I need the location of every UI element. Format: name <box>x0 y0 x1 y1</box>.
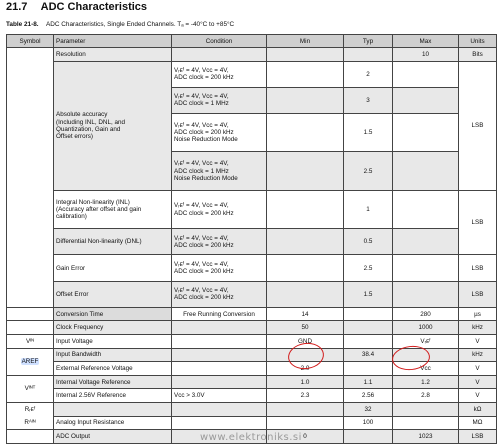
param-cell-offset: Offset Error <box>54 281 172 307</box>
typ-cell: 2.5 <box>344 152 393 190</box>
cond-cell: Vᴄᴄ > 3.0V <box>172 389 267 403</box>
typ-cell: 0.5 <box>344 229 393 255</box>
cond-cell <box>172 375 267 389</box>
min-cell: GND <box>267 335 344 349</box>
typ-cell: 38.4 <box>344 348 393 362</box>
header-condition: Condition <box>172 35 267 48</box>
max-cell: 10 <box>393 48 459 62</box>
table-row <box>7 362 497 376</box>
cond-cell: Vᵣᴇᶠ = 4V, Vᴄᴄ = 4V, ADC clock = 200 kHz <box>172 255 267 281</box>
table-row <box>7 61 497 87</box>
typ-cell <box>344 48 393 62</box>
cond-cell <box>172 335 267 349</box>
min-cell <box>267 48 344 62</box>
min-cell <box>267 61 344 87</box>
max-cell <box>393 281 459 307</box>
max-cell <box>393 348 459 362</box>
symbol-cell <box>7 307 54 321</box>
caption-text: ADC Characteristics, Single Ended Channels. Tₐ = -40°C to +85°C <box>46 21 235 28</box>
cond-cell <box>172 321 267 335</box>
header-parameter: Parameter <box>54 35 172 48</box>
min-cell-aref: 2.0 <box>267 362 344 376</box>
symbol-aref <box>7 348 54 375</box>
cond-cell: Vᵣᴇᶠ = 4V, Vᴄᴄ = 4V, ADC clock = 1 MHz <box>172 87 267 113</box>
header-row <box>7 35 497 48</box>
param-cell-external-ref: External Reference Voltage <box>54 362 172 376</box>
table-row <box>7 281 497 307</box>
cond-cell: Free Running Conversion <box>172 307 267 321</box>
typ-cell: 32 <box>344 403 393 417</box>
param-cell <box>54 403 172 417</box>
section-number: 21.7 <box>6 1 28 13</box>
cond-cell <box>172 403 267 417</box>
units-cell: LSB <box>459 281 497 307</box>
param-cell-absolute-accuracy: Absolute accuracy (Including INL, DNL, and Quantization, Gain and Offset errors) <box>54 61 172 190</box>
param-cell-bandwidth: Input Bandwidth <box>54 348 172 362</box>
units-cell: LSB <box>459 190 497 255</box>
max-cell: 1023 <box>393 430 459 444</box>
cond-cell: Vᵣᴇᶠ = 4V, Vᴄᴄ = 4V, ADC clock = 1 MHz Noise Reduction Mode <box>172 152 267 190</box>
typ-cell <box>344 335 393 349</box>
min-cell <box>267 229 344 255</box>
table-row <box>7 255 497 281</box>
max-cell <box>393 416 459 430</box>
max-cell: Vᵣᴇᶠ <box>393 335 459 349</box>
param-cell-input-voltage: Input Voltage <box>54 335 172 349</box>
min-cell: 1.0 <box>267 375 344 389</box>
header-symbol: Symbol <box>7 35 54 48</box>
max-cell <box>393 152 459 190</box>
param-cell-clock: Clock Frequency <box>54 321 172 335</box>
caption-label: Table 21-8. <box>6 21 39 28</box>
units-cell: LSB <box>459 430 497 444</box>
min-cell <box>267 348 344 362</box>
cond-cell <box>172 416 267 430</box>
symbol-vint: Vᴵᴺᵀ <box>7 375 54 402</box>
cond-cell: Vᵣᴇᶠ = 4V, Vᴄᴄ = 4V, ADC clock = 200 kHz <box>172 190 267 228</box>
typ-cell: 2 <box>344 61 393 87</box>
typ-cell <box>344 430 393 444</box>
symbol-cell <box>7 430 54 444</box>
min-cell <box>267 281 344 307</box>
max-cell <box>393 403 459 417</box>
header-typ: Typ <box>344 35 393 48</box>
table-row <box>7 335 497 349</box>
cond-cell <box>172 362 267 376</box>
max-cell <box>393 255 459 281</box>
symbol-cell <box>7 48 54 308</box>
section-title: ADC Characteristics <box>40 1 148 13</box>
units-cell: µs <box>459 307 497 321</box>
cond-cell: Vᵣᴇᶠ = 4V, Vᴄᴄ = 4V, ADC clock = 200 kHz Noise Reduction Mode <box>172 113 267 151</box>
param-cell-conversion-time: Conversion Time <box>54 307 172 321</box>
cond-cell: Vᵣᴇᶠ = 4V, Vᴄᴄ = 4V, ADC clock = 200 kHz <box>172 61 267 87</box>
symbol-rref: Rᵣᴇᶠ <box>7 403 54 417</box>
min-cell: 2.3 <box>267 389 344 403</box>
max-cell <box>393 229 459 255</box>
max-cell: 280 <box>393 307 459 321</box>
typ-cell: 1.1 <box>344 375 393 389</box>
units-cell: V <box>459 375 497 389</box>
cond-cell: Vᵣᴇᶠ = 4V, Vᴄᴄ = 4V, ADC clock = 200 kHz <box>172 229 267 255</box>
adc-characteristics-table <box>6 34 497 444</box>
typ-cell <box>344 362 393 376</box>
cond-cell: Vᵣᴇᶠ = 4V, Vᴄᴄ = 4V, ADC clock = 200 kHz <box>172 281 267 307</box>
table-row <box>7 321 497 335</box>
table-row <box>7 307 497 321</box>
units-cell: LSB <box>459 61 497 190</box>
param-cell: Resolution <box>54 48 172 62</box>
typ-cell: 1.5 <box>344 281 393 307</box>
units-cell: MΩ <box>459 416 497 430</box>
units-cell: LSB <box>459 255 497 281</box>
table-row <box>7 416 497 430</box>
units-cell: kHz <box>459 348 497 362</box>
min-cell: 50 <box>267 321 344 335</box>
typ-cell: 1 <box>344 190 393 228</box>
table-caption <box>6 21 234 28</box>
min-cell <box>267 190 344 228</box>
min-cell <box>267 113 344 151</box>
units-cell: kHz <box>459 321 497 335</box>
symbol-rain: Rᴬᴵᴺ <box>7 416 54 430</box>
param-cell-inl: Integral Non-linearity (INL) (Accuracy after offset and gain calibration) <box>54 190 172 228</box>
units-cell: V <box>459 389 497 403</box>
typ-cell <box>344 321 393 335</box>
adc-table-container <box>6 34 496 444</box>
table-row <box>7 48 497 62</box>
table-row <box>7 403 497 417</box>
header-units: Units <box>459 35 497 48</box>
typ-cell: 2.5 <box>344 255 393 281</box>
param-cell-internal-256: Internal 2.56V Reference <box>54 389 172 403</box>
min-cell <box>267 403 344 417</box>
units-cell: Bits <box>459 48 497 62</box>
max-cell: 1.2 <box>393 375 459 389</box>
units-cell: V <box>459 335 497 349</box>
units-cell: V <box>459 362 497 376</box>
section-heading <box>6 1 147 13</box>
max-cell: 2.8 <box>393 389 459 403</box>
param-cell-internal-ref: Internal Voltage Reference <box>54 375 172 389</box>
header-min: Min <box>267 35 344 48</box>
min-cell <box>267 255 344 281</box>
min-cell <box>267 416 344 430</box>
units-cell: kΩ <box>459 403 497 417</box>
header-max: Max <box>393 35 459 48</box>
table-row <box>7 389 497 403</box>
table-row <box>7 348 497 362</box>
table-row <box>7 229 497 255</box>
table-row <box>7 190 497 228</box>
min-cell <box>267 152 344 190</box>
typ-cell: 1.5 <box>344 113 393 151</box>
max-cell <box>393 61 459 87</box>
min-cell: 14 <box>267 307 344 321</box>
symbol-cell <box>7 321 54 335</box>
max-cell-aref: Vᴄᴄ <box>393 362 459 376</box>
typ-cell: 2.56 <box>344 389 393 403</box>
max-cell <box>393 113 459 151</box>
cond-cell <box>172 48 267 62</box>
min-cell: 0 <box>267 430 344 444</box>
typ-cell: 100 <box>344 416 393 430</box>
param-cell-input-resistance: Analog Input Resistance <box>54 416 172 430</box>
aref-symbol-selected: AREF <box>21 358 39 366</box>
cond-cell <box>172 348 267 362</box>
max-cell <box>393 87 459 113</box>
param-cell-adc-output: ADC Output <box>54 430 172 444</box>
param-cell-dnl: Differential Non-linearity (DNL) <box>54 229 172 255</box>
param-cell-gain: Gain Error <box>54 255 172 281</box>
typ-cell: 3 <box>344 87 393 113</box>
typ-cell <box>344 307 393 321</box>
table-row <box>7 375 497 389</box>
min-cell <box>267 87 344 113</box>
max-cell: 1000 <box>393 321 459 335</box>
symbol-vin: Vᴵᴺ <box>7 335 54 349</box>
max-cell <box>393 190 459 228</box>
watermark-text: www.elektroniks.si <box>200 432 302 443</box>
